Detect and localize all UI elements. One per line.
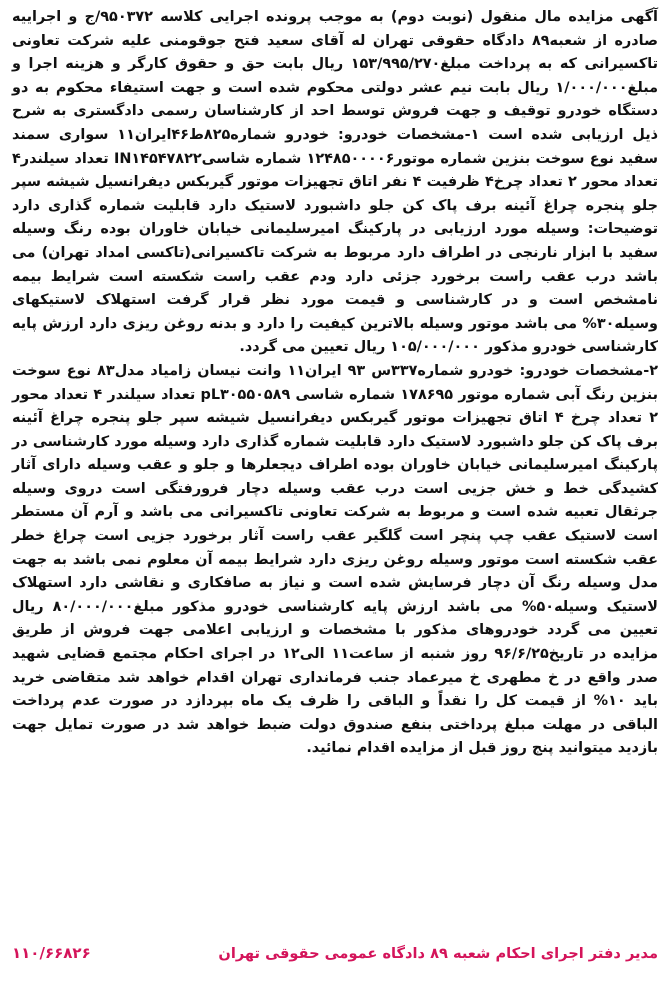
reference-number: ۱۱۰/۶۶۸۲۶ <box>12 944 91 962</box>
notice-footer <box>6 944 664 962</box>
issuer-signature: مدیر دفتر اجرای احکام شعبه ۸۹ دادگاه عمومی حقوقی تهران <box>218 944 658 962</box>
notice-paragraph-1: آگهی مزایده مال منقول (نوبت دوم) به موجب پرونده اجرایی کلاسه ۹۵۰۳۷۲/ج و اجراییه صادره از شعبه۸۹ دادگاه حقوقی تهران له آقای سعید فتح جوقومنی علیه شرکت تعاونی تاکسیرانی که به پرداخت مبلغ۱۵۳/۹۹۵/۲۷۰ ریال بابت حق و حقوق کارگر و هزینه اجرا و مبلغ۱/۰۰۰/۰۰۰ ریال بابت نیم عشر دولتی محکوم شده است و جهت استیفاء محکوم به دو دستگاه خودرو توقیف و جهت فروش توسط احد از کارشناسان رسمی دادگستری به شرح ذیل ارزیابی شده است ۱-مشخصات خودرو: خودرو شماره۸۲۵ط۴۶ایران۱۱ سواری سمند سفید نوع سوخت بنزین شماره موتور۱۲۴۸۵۰۰۰۰۶ شماره شاسیIN۱۴۵۴۷۸۲۲ تعداد سیلندر۴ تعداد محور ۲ تعداد چرخ۴ ظرفیت ۴ نفر اتاق تجهیزات موتور گیربکس دیفرانسیل شیشه سپر جلو پنجره چراغ آئینه برف پاک کن جلو داشبورد لاستیک دارد قابلیت شماره گذاری دارد توضیحات: وسیله مورد ارزیابی در پارکینگ امیرسلیمانی خیابان خاوران بوده رنگ وسیله سفید با ابزار نارنجی در اطراف دارد مربوط به شرکت تاکسیرانی(تاکسی امداد تهران) می باشد درب عقب راست برخورد جزئی دارد ودم عقب راست شکسته است شرایط بیمه نامشخص است و در کارشناسی و قیمت مورد نظر قرار گرفت استهلاک لاستیکهای وسیله۳۰% می باشد موتور وسیله بالاترین کیفیت را دارد و بدنه روغن ریزی دارد ارزش پایه کارشناسی خودرو مذکور ۱۰۵/۰۰۰/۰۰۰ ریال تعیین می گردد. <box>12 9 659 356</box>
notice-body <box>6 6 664 761</box>
notice-paragraph-2: ۲-مشخصات خودرو: خودرو شماره۳۳۷س ۹۳ ایران۱۱ وانت نیسان زامیاد مدل۸۳ نوع سوخت بنزین رنگ آبی شماره موتور ۱۷۸۶۹۵ شماره شاسی pL۳۰۵۵۰۵۸۹ تعداد سیلندر ۴ تعداد محور ۲ تعداد چرخ ۴ اتاق تجهیزات موتور گیربکس دیفرانسیل شیشه سپر جلو پنجره چراغ آئینه برف پاک کن جلو داشبورد لاستیک دارد قابلیت شماره گذاری دارد وسیله مورد کارشناسی در پارکینگ امیرسلیمانی خیابان خاوران بوده اطراف دیجعلرها و جلو و عقب وسیله دارای آثار کشیدگی خط و خش جزیی است درب عقب وسیله دچار فرورفتگی است دروی وسیله جرثقال تعبیه شده است و مربوط به شرکت تعاونی تاکسیرانی می باشد و آرم آن مستطر است لاستیک عقب چپ پنچر است گلگیر عقب راست آثار برخورد جزیی است چراغ خطر عقب شکسته است موتور وسیله روغن ریزی دارد شرایط بیمه آن معلوم نمی باشد به جهت مدل وسیله رنگ آن دچار فرسایش شده است و نیاز به صافکاری و نقاشی دارد استهلاک لاستیک وسیله۵۰% می باشد ارزش پایه کارشناسی خودرو مذکور مبلغ۸۰/۰۰۰/۰۰۰ ریال تعیین می گردد خودروهای مذکور با مشخصات و ارزیابی اعلامی جهت فروش از طریق مزایده در تاریخ۹۶/۶/۲۵ روز شنبه از ساعت۱۱ الی۱۲ در اجرای احکام مجتمع قضایی شهید صدر واقع در خ مطهری خ میرعماد جنب فرمانداری تهران اقدام خواهد شد متقاضی خرید باید ۱۰% از قیمت کل را نقداً و الباقی را ظرف یک ماه بپردازد در صورت عدم پرداخت الباقی در مهلت مبلغ پرداختی بنفع صندوق دولت ضبط خواهد شد در صورت تمایل جهت بازدید میتوانید پنج روز قبل از مزایده اقدام نمائید. <box>12 362 659 757</box>
legal-notice <box>6 6 664 992</box>
